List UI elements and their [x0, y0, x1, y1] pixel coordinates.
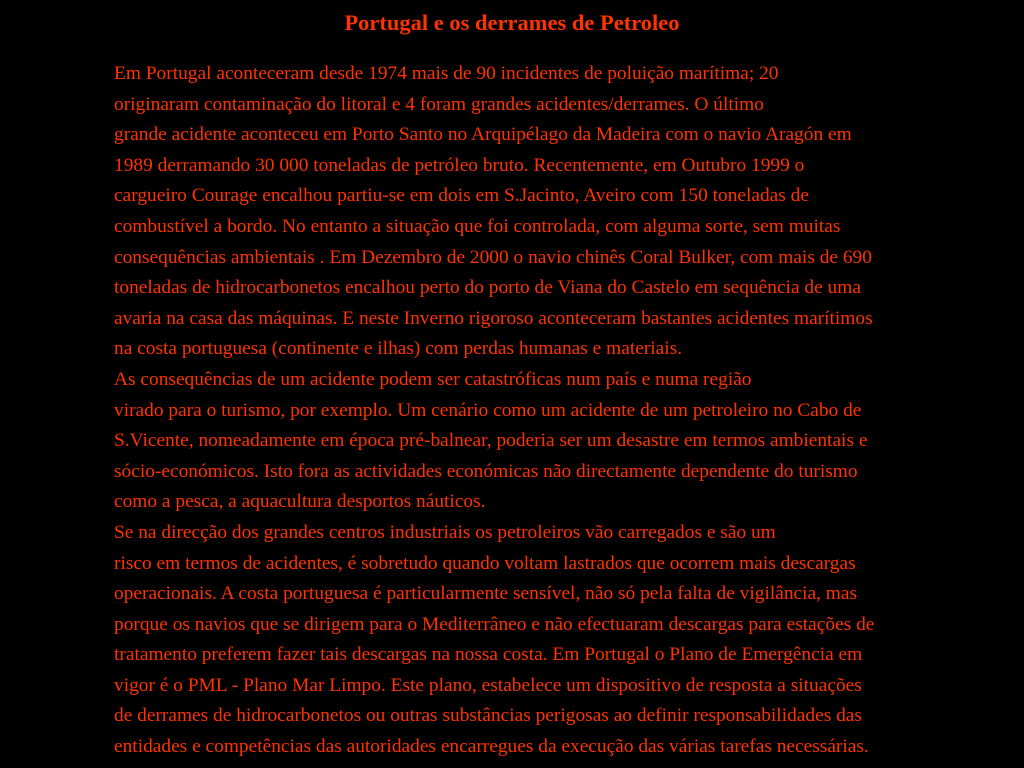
paragraph-line: consequências ambientais . Em Dezembro de 2000 o navio chinês Coral Bulker, com mais de 690	[114, 246, 872, 268]
paragraph-line: Se na direcção dos grandes centros industriais os petroleiros vão carregados e são um	[114, 521, 776, 543]
paragraph-line: originaram contaminação do litoral e 4 foram grandes acidentes/derrames. O último	[114, 93, 764, 115]
paragraph-line: como a pesca, a aquacultura desportos náuticos.	[114, 491, 486, 513]
paragraph-line: na costa portuguesa (continente e ilhas) com perdas humanas e materiais.	[114, 338, 683, 360]
paragraph-line: de derrames de hidrocarbonetos ou outras substâncias perigosas ao definir responsabilidades das	[114, 705, 862, 727]
paragraph-2	[11, 365, 1015, 518]
paragraph-line: vigor é o PML - Plano Mar Limpo. Este plano, estabelece um dispositivo de resposta a situações	[114, 674, 862, 696]
paragraph-line: cargueiro Courage encalhou partiu-se em dois em S.Jacinto, Aveiro com 150 toneladas de	[114, 185, 809, 207]
paragraph-line: As consequências de um acidente podem ser catastróficas num país e numa região	[114, 368, 752, 390]
paragraph-line: 1989 derramando 30 000 toneladas de petróleo bruto. Recentemente, em Outubro 1999 o	[114, 154, 805, 176]
paragraph-1	[11, 59, 1015, 365]
paragraph-3	[11, 518, 1015, 763]
paragraph-line: sócio-económicos. Isto fora as actividades económicas não directamente dependente do turismo	[114, 460, 858, 482]
paragraph-line: avaria na casa das máquinas. E neste Inverno rigoroso aconteceram bastantes acidentes marítimos	[114, 307, 873, 329]
paragraph-line: Em Portugal aconteceram desde 1974 mais de 90 incidentes de poluição marítima; 20	[114, 63, 779, 84]
paragraph-line: entidades e competências das autoridades encarregues da execução das várias tarefas necessárias.	[114, 736, 869, 758]
paragraph-line: tratamento preferem fazer tais descargas na nossa costa. Em Portugal o Plano de Emergência em	[114, 644, 863, 666]
paragraph-line: S.Vicente, nomeadamente em época pré-balnear, poderia ser um desastre em termos ambientais e	[114, 430, 868, 452]
paragraph-line: grande acidente aconteceu em Porto Santo no Arquipélago da Madeira com o navio Aragón em	[114, 124, 852, 146]
paragraph-line: operacionais. A costa portuguesa é particularmente sensível, não só pela falta de vigilância, mas	[114, 583, 858, 605]
paragraph-line: virado para o turismo, por exemplo. Um cenário como um acidente de um petroleiro no Cabo de	[114, 399, 862, 421]
paragraph-line: porque os navios que se dirigem para o Mediterrâneo e não efectuaram descargas para estações de	[114, 613, 875, 635]
paragraph-line: toneladas de hidrocarbonetos encalhou perto do porto de Viana do Castelo em sequência de uma	[114, 277, 861, 299]
paragraph-line: combustível a bordo. No entanto a situação que foi controlada, com alguma sorte, sem muitas	[114, 215, 841, 237]
slide-title: Portugal e os derrames de Petroleo	[344, 10, 680, 35]
paragraph-line: risco em termos de acidentes, é sobretudo quando voltam lastrados que ocorrem mais descargas	[114, 552, 856, 574]
slide-body	[11, 59, 1015, 763]
